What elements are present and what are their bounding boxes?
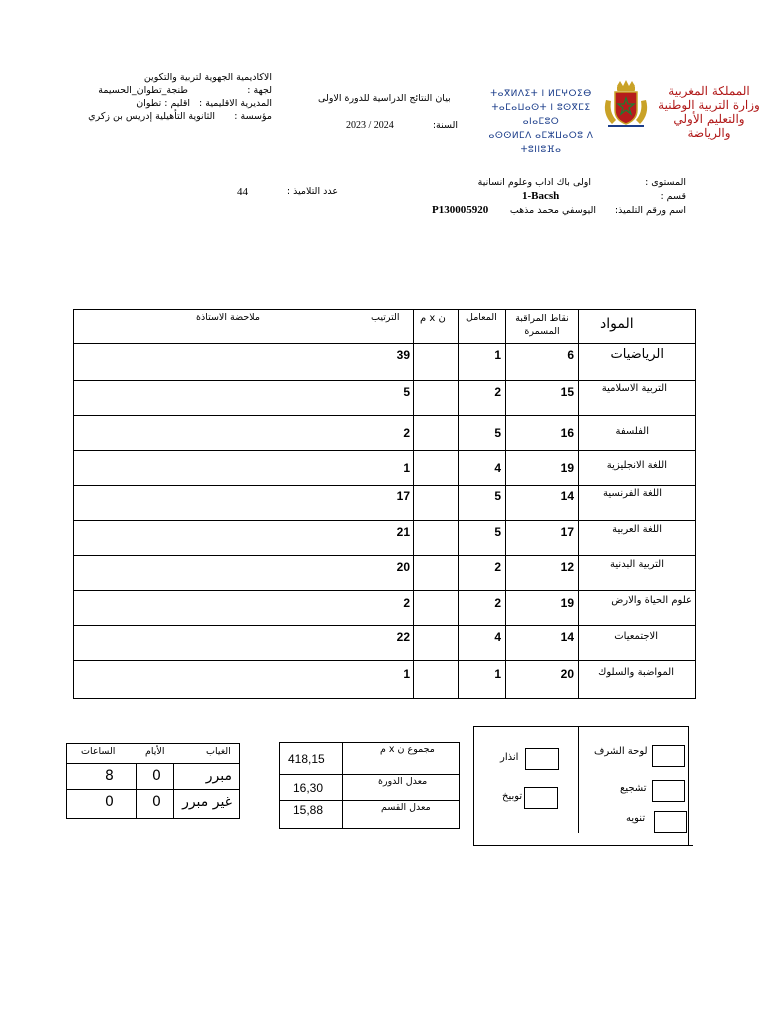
absence-unjustified-label: غير مبرر xyxy=(182,794,232,810)
absence-title: الغياب xyxy=(206,746,231,757)
direction-label: المديرية الاقليمية : xyxy=(199,98,272,109)
mention-label: تنويه xyxy=(626,813,646,824)
institution-value: الثانوية التأهيلية إدريس بن زكري xyxy=(88,111,215,122)
student-name-label: اسم ورقم التلميذ: xyxy=(614,205,686,216)
header-n-x-m: ن x م xyxy=(420,313,446,324)
row-subject: التربية الاسلامية xyxy=(601,383,667,394)
row-coefficient: 5 xyxy=(494,489,501,503)
absence-justified-days: 0 xyxy=(152,768,161,784)
direction-value: اقليم : تطوان xyxy=(136,98,190,109)
mention-checkbox[interactable] xyxy=(654,811,687,833)
row-score: 20 xyxy=(560,667,574,681)
row-subject: المواضبة والسلوك xyxy=(598,667,674,678)
year-label: السنة: xyxy=(432,120,458,131)
class-average-label: معدل القسم xyxy=(381,802,431,813)
row-subject: علوم الحياة والارض xyxy=(611,595,692,606)
row-rank: 2 xyxy=(403,596,410,610)
class-label: قسم : xyxy=(660,191,686,202)
level-label: المستوى : xyxy=(645,177,686,188)
encouragement-checkbox[interactable] xyxy=(652,780,685,802)
row-subject: اللغة العربية xyxy=(612,524,662,535)
row-coefficient: 4 xyxy=(494,630,501,644)
row-score: 19 xyxy=(560,596,574,610)
honor-roll-checkbox[interactable] xyxy=(652,745,685,767)
row-subject: اللغة الانجليزية xyxy=(606,460,667,471)
student-name-value: اليوسفي محمد مذهب xyxy=(509,205,596,216)
document-title: بيان النتائج الدراسية للدورة الاولى xyxy=(318,93,451,104)
ministry-tifinagh: ⵜⴰⴳⵍⴷⵉⵜ ⵏ ⵍⵎⵖⵔⵉⴱ ⵜⴰⵎⴰⵡⴰⵙⵜ ⵏ ⵓⵙⴳⵎⵉ ⴰⵏⴰⵎⵓⵔ ⴰⵙⵙⵍⵎⴷ ⴰⵎⵣⵡⴰⵔⵓ ⴷ ⵜⵓⵏⵏⵓⴼⴰ xyxy=(488,89,594,155)
coat-of-arms-icon xyxy=(600,80,652,130)
row-rank: 39 xyxy=(396,348,410,362)
term-average-label: معدل الدورة xyxy=(378,776,428,787)
row-rank: 20 xyxy=(396,560,410,574)
row-subject: الاجتمعيات xyxy=(614,631,658,642)
row-coefficient: 2 xyxy=(494,560,501,574)
institution-label: مؤسسة : xyxy=(234,111,272,122)
header-subject: المواد xyxy=(600,316,634,332)
row-subject: اللغة الفرنسية xyxy=(603,488,662,499)
region-label: لجهة : xyxy=(247,85,272,96)
row-coefficient: 5 xyxy=(494,426,501,440)
row-coefficient: 4 xyxy=(494,461,501,475)
row-coefficient: 5 xyxy=(494,525,501,539)
header-score: نقاط المراقبة المسمرة xyxy=(515,313,569,337)
absence-justified-hours: 8 xyxy=(105,768,114,784)
level-value: اولى باك اداب وعلوم انسانية xyxy=(477,177,591,188)
row-coefficient: 2 xyxy=(494,596,501,610)
term-average-value: 16,30 xyxy=(293,781,324,795)
row-rank: 21 xyxy=(396,525,410,539)
absence-hours-label: الساعات xyxy=(81,746,116,757)
region-value: طنجة_تطوان_الحسيمة xyxy=(98,85,188,96)
row-score: 14 xyxy=(560,489,574,503)
row-subject: الفلسفة xyxy=(615,426,649,437)
warning-label: انذار xyxy=(500,752,519,763)
absence-justified-label: مبرر xyxy=(205,768,232,784)
encouragement-label: تشجيع xyxy=(620,783,647,794)
year-value: 2023 / 2024 xyxy=(346,120,394,131)
honor-roll-label: لوحة الشرف xyxy=(594,746,648,757)
absence-unjustified-days: 0 xyxy=(152,794,161,810)
warning-checkbox[interactable] xyxy=(525,748,559,770)
absence-days-label: الأيام xyxy=(145,746,165,757)
row-coefficient: 2 xyxy=(494,385,501,399)
sum-label: مجموع ن x م xyxy=(380,744,435,755)
row-rank: 1 xyxy=(403,461,410,475)
student-count-value: 44 xyxy=(237,186,248,198)
row-score: 19 xyxy=(560,461,574,475)
class-value: 1-Bacsh xyxy=(522,190,560,202)
row-coefficient: 1 xyxy=(494,667,501,681)
row-rank: 1 xyxy=(403,667,410,681)
reprimand-label: توبيخ xyxy=(502,791,523,802)
row-rank: 22 xyxy=(396,630,410,644)
row-score: 17 xyxy=(560,525,574,539)
row-score: 12 xyxy=(560,560,574,574)
row-rank: 17 xyxy=(396,489,410,503)
row-subject: الرياضيات xyxy=(610,347,664,362)
sum-value: 418,15 xyxy=(288,752,325,766)
row-subject: التربية البدنية xyxy=(610,559,664,570)
header-rank: الترتيب xyxy=(371,312,400,323)
row-coefficient: 1 xyxy=(494,348,501,362)
student-code: P130005920 xyxy=(432,204,489,216)
academy-name: الاكاديمية الجهوية لتربية والتكوين xyxy=(143,72,272,83)
row-score: 15 xyxy=(560,385,574,399)
reprimand-checkbox[interactable] xyxy=(524,787,558,809)
row-score: 14 xyxy=(560,630,574,644)
student-count-label: عدد التلاميذ : xyxy=(286,186,338,197)
row-score: 16 xyxy=(560,426,574,440)
header-remarks: ملاحضة الاستاذة xyxy=(196,312,260,323)
ministry-arabic: المملكة المغربية وزارة التربية الوطنية والتعليم الأولي والرياضة xyxy=(658,84,760,140)
class-average-value: 15,88 xyxy=(293,803,324,817)
row-rank: 5 xyxy=(403,385,410,399)
row-score: 6 xyxy=(567,348,574,362)
header-coefficient: المعامل xyxy=(466,312,497,323)
row-rank: 2 xyxy=(403,426,410,440)
absence-unjustified-hours: 0 xyxy=(105,794,114,810)
